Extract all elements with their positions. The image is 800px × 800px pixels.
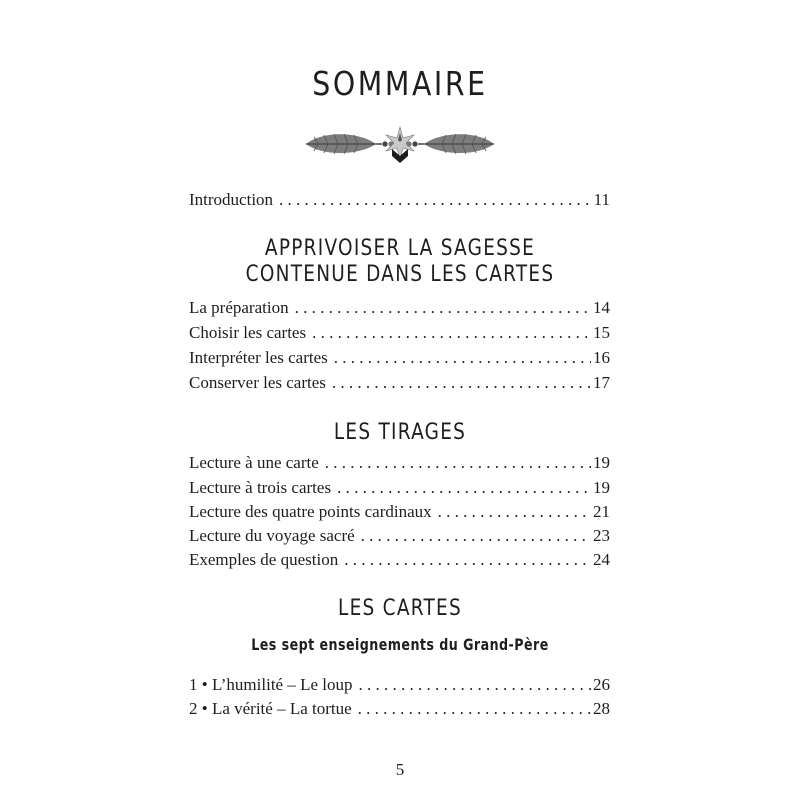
toc-entry[interactable] <box>189 323 610 345</box>
toc-entry-label: Lecture à trois cartes <box>189 478 332 497</box>
toc-entry-label: Introduction <box>189 190 274 209</box>
page-title: SOMMAIRE <box>312 64 488 103</box>
toc-entry[interactable] <box>189 502 610 524</box>
section-title-line: LES TIRAGES <box>333 420 467 445</box>
toc-entry[interactable] <box>189 190 610 212</box>
dot-leader <box>438 502 591 522</box>
section-title <box>64 420 736 446</box>
toc-entry-page: 11 <box>593 190 610 209</box>
section-title <box>64 236 736 288</box>
toc-entry-label: La préparation <box>189 298 289 317</box>
dot-leader <box>295 298 591 318</box>
left-feather-icon <box>306 134 382 154</box>
toc-entry-page: 28 <box>593 699 610 718</box>
toc-entry-label: Lecture des quatre points cardinaux <box>189 502 432 521</box>
toc-entry-label: Lecture à une carte <box>189 453 319 472</box>
toc-entry-label: Lecture du voyage sacré <box>189 526 355 545</box>
toc-entry[interactable] <box>189 550 610 572</box>
toc-entry-page: 16 <box>593 348 610 367</box>
toc-entry[interactable] <box>189 373 610 395</box>
section-title-line: APPRIVOISER LA SAGESSE <box>264 236 536 261</box>
toc-entry-page: 15 <box>593 323 610 342</box>
toc-entry-label: 1 • L’humilité – Le loup <box>189 675 353 694</box>
dot-leader <box>361 526 591 546</box>
section-title <box>64 596 736 622</box>
feather-ornament-icon <box>300 123 500 167</box>
dot-leader <box>358 699 591 719</box>
toc-entry[interactable] <box>189 478 610 500</box>
dot-leader <box>337 478 591 498</box>
toc-entry-page: 14 <box>593 298 610 317</box>
toc-entry-page: 24 <box>593 550 610 569</box>
toc-entry-page: 17 <box>593 373 610 392</box>
dot-leader <box>334 348 591 368</box>
toc-entry[interactable] <box>189 453 610 475</box>
toc-entry-label: Interpréter les cartes <box>189 348 328 367</box>
toc-entry[interactable] <box>189 699 610 721</box>
toc-entry-label: Exemples de question <box>189 550 339 569</box>
page-number: 5 <box>395 760 405 779</box>
toc-entry-page: 21 <box>593 502 610 521</box>
toc-entry-page: 19 <box>593 478 610 497</box>
toc-entry[interactable] <box>189 675 610 697</box>
subsection-title: Les sept enseignements du Grand-Père <box>251 635 549 654</box>
toc-entry-page: 23 <box>593 526 610 545</box>
dot-leader <box>325 453 591 473</box>
toc-entry-label: 2 • La vérité – La tortue <box>189 699 352 718</box>
dot-leader <box>344 550 591 570</box>
toc-entry-label: Choisir les cartes <box>189 323 307 342</box>
dot-leader <box>279 190 592 210</box>
section-title-line: CONTENUE DANS LES CARTES <box>245 262 555 287</box>
toc-entry-page: 26 <box>593 675 610 694</box>
right-feather-icon <box>418 134 494 154</box>
dot-leader <box>332 373 591 393</box>
toc-entry-page: 19 <box>593 453 610 472</box>
section-title-line: LES CARTES <box>338 596 462 621</box>
toc-entry-label: Conserver les cartes <box>189 373 326 392</box>
toc-entry[interactable] <box>189 526 610 548</box>
toc-entry[interactable] <box>189 298 610 320</box>
beads-right-icon <box>406 141 417 146</box>
toc-entry[interactable] <box>189 348 610 370</box>
dot-leader <box>359 675 591 695</box>
dot-leader <box>312 323 591 343</box>
